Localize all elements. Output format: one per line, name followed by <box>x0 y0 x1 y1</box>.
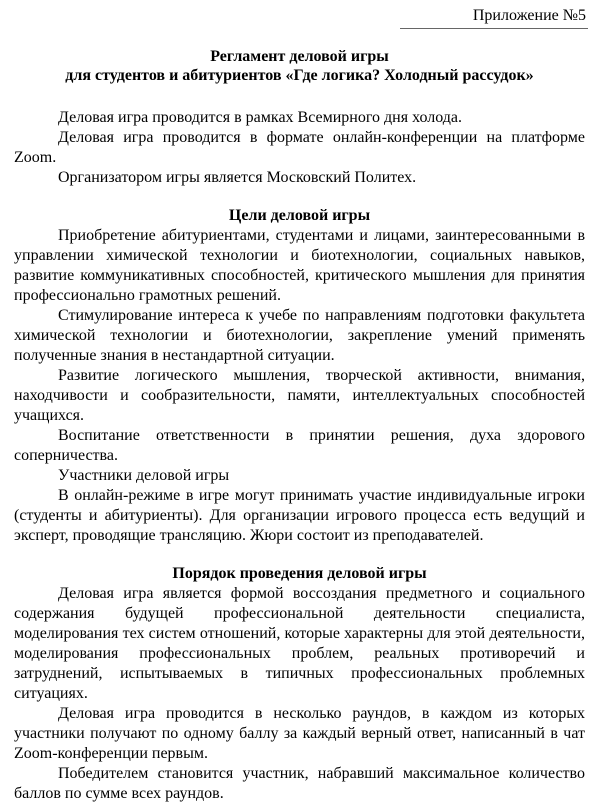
goals-paragraph: Развитие логического мышления, творческой активности, внимания, находчивости и сообразительности, памяти, интеллектуальных способностей учащихся. <box>14 367 585 424</box>
participants-subheading: Участники деловой игры <box>58 467 230 484</box>
title-line-2: для студентов и абитуриентов «Где логика? Холодный рассудок» <box>65 67 534 84</box>
document-body <box>14 47 585 804</box>
procedure-paragraph: Победителем становится участник, набравший максимальное количество баллов по сумме всех раундов. <box>14 765 585 802</box>
intro-paragraph: Деловая игра проводится в рамках Всемирного дня холода. <box>58 109 463 126</box>
intro-paragraph: Организатором игры является Московский Политех. <box>58 169 417 186</box>
goals-paragraph: Приобретение абитуриентами, студентами и лицами, заинтересованными в управлении химической технологии и биотехнологии, социальных навыков, развитие коммуникативных способностей, критического мышления для принятия профессионально грамотных решений. <box>14 227 585 304</box>
appendix-underline <box>400 28 588 29</box>
procedure-heading: Порядок проведения деловой игры <box>172 565 427 582</box>
intro-paragraph: Деловая игра проводится в формате онлайн-конференции на платформе Zoom. <box>14 129 585 166</box>
goals-heading: Цели деловой игры <box>228 207 371 224</box>
goals-paragraph: Воспитание ответственности в принятии решения, духа здорового соперничества. <box>14 427 585 464</box>
appendix-label: Приложение №5 <box>472 7 586 24</box>
participants-paragraph: В онлайн-режиме в игре могут принимать участие индивидуальные игроки (студенты и абитуриенты). Для организации игрового процесса есть ведущий и эксперт, проводящие трансляцию. Жюри состоит из преподавателей. <box>14 487 585 544</box>
title-line-1: Регламент деловой игры <box>210 48 389 65</box>
procedure-paragraph: Деловая игра проводится в несколько раундов, в каждом из которых участники получают по одному баллу за каждый верный ответ, написанный в чат Zoom-конференции первым. <box>14 705 585 762</box>
document-title <box>14 47 585 85</box>
procedure-paragraph: Деловая игра является формой воссоздания предметного и социального содержания будущей профессиональной деятельности специалиста, моделирования тех систем отношений, которые характерны для этой деятельности, моделирования профессиональных проблем, реальных противоречий и затруднений, испытываемых в типичных профессиональных проблемных ситуациях. <box>14 585 585 702</box>
goals-paragraph: Стимулирование интереса к учебе по направлениям подготовки факультета химической технологии и биотехнологии, закрепление умений применять полученные знания в нестандартной ситуации. <box>14 307 585 364</box>
